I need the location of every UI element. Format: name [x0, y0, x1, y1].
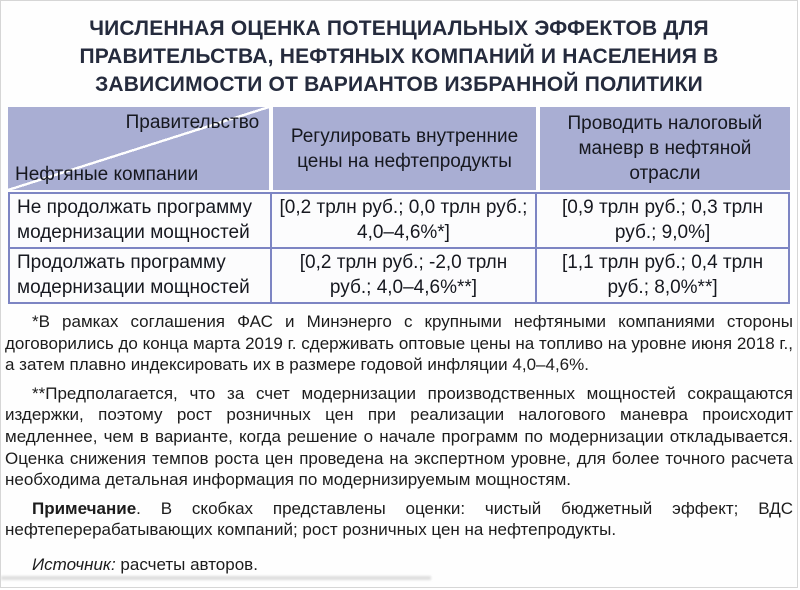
note-label: Примечание	[32, 498, 137, 518]
column-header-regulate-prices: Регулировать внутренние цены на нефтепродукты	[269, 107, 536, 190]
cell-continue-modernization-maneuver: [1,1 трлн руб.; 0,4 трлн руб.; 8,0%**]	[535, 249, 788, 302]
row-label-no-modernization: Не продолжать программу модернизации мощностей	[17, 197, 252, 243]
table-row	[10, 247, 788, 302]
footnote-single-asterisk: *В рамках соглашения ФАС и Минэнерго с крупными нефтяными компаниями стороны договорились до конца марта 2019 г. сдерживать оптовые цены на топливо на уровне июня 2018 г., а затем плавно индексировать их в размере годовой инфляции 4,0–4,6%.	[5, 312, 793, 375]
source-text: расчеты авторов.	[115, 554, 258, 574]
source-paragraph	[5, 554, 793, 576]
cell-no-modernization-regulate: [0,2 трлн руб.; 0,0 трлн руб.; 4,0–4,6%*]	[270, 194, 535, 247]
page-title: ЧИСЛЕННАЯ ОЦЕНКА ПОТЕНЦИАЛЬНЫХ ЭФФЕКТОВ ДЛЯ ПРАВИТЕЛЬСТВА, НЕФТЯНЫХ КОМПАНИЙ И НАСЕЛЕНИЯ В ЗАВИСИМОСТИ ОТ ВАРИАНТОВ ИЗБРАННОЙ ПОЛИТИКИ	[79, 17, 719, 96]
table-header-row	[8, 107, 790, 190]
corner-label-government: Правительство	[125, 112, 260, 133]
source-label: Источник:	[32, 554, 116, 574]
row-label-continue-modernization: Продолжать программу модернизации мощностей	[17, 252, 250, 298]
cell-continue-modernization-regulate: [0,2 трлн руб.; -2,0 трлн руб.; 4,0–4,6%**]	[270, 249, 535, 302]
scan-artifact-line	[1, 576, 431, 580]
footnote-double-asterisk: **Предполагается, что за счет модернизации производственных мощностей сокращаются издержки, поэтому рост розничных цен при реализации налогового маневра происходит медленнее, чем в варианте, когда решение о начале программ по модернизации откладывается. Оценка снижения темпов роста цен проведена на экспертном уровне, для более точного расчета необходима детальная информация по модернизируемым мощностям.	[5, 383, 793, 490]
column-header-tax-maneuver: Проводить налоговый маневр в нефтяной отрасли	[536, 107, 790, 190]
corner-label-oil-companies: Нефтяные компании	[15, 164, 199, 185]
table-row	[10, 194, 788, 247]
table-body	[8, 192, 790, 304]
notes-block	[5, 311, 793, 576]
table-corner-cell	[8, 107, 269, 190]
note-paragraph	[5, 498, 793, 541]
note-text: . В скобках представлены оценки: чистый бюджетный эффект; ВДС нефтеперерабатывающих компаний; рост розничных цен на нефтепродукты.	[5, 498, 793, 540]
effects-table	[8, 107, 790, 304]
cell-no-modernization-maneuver: [0,9 трлн руб.; 0,3 трлн руб.; 9,0%]	[535, 194, 788, 247]
